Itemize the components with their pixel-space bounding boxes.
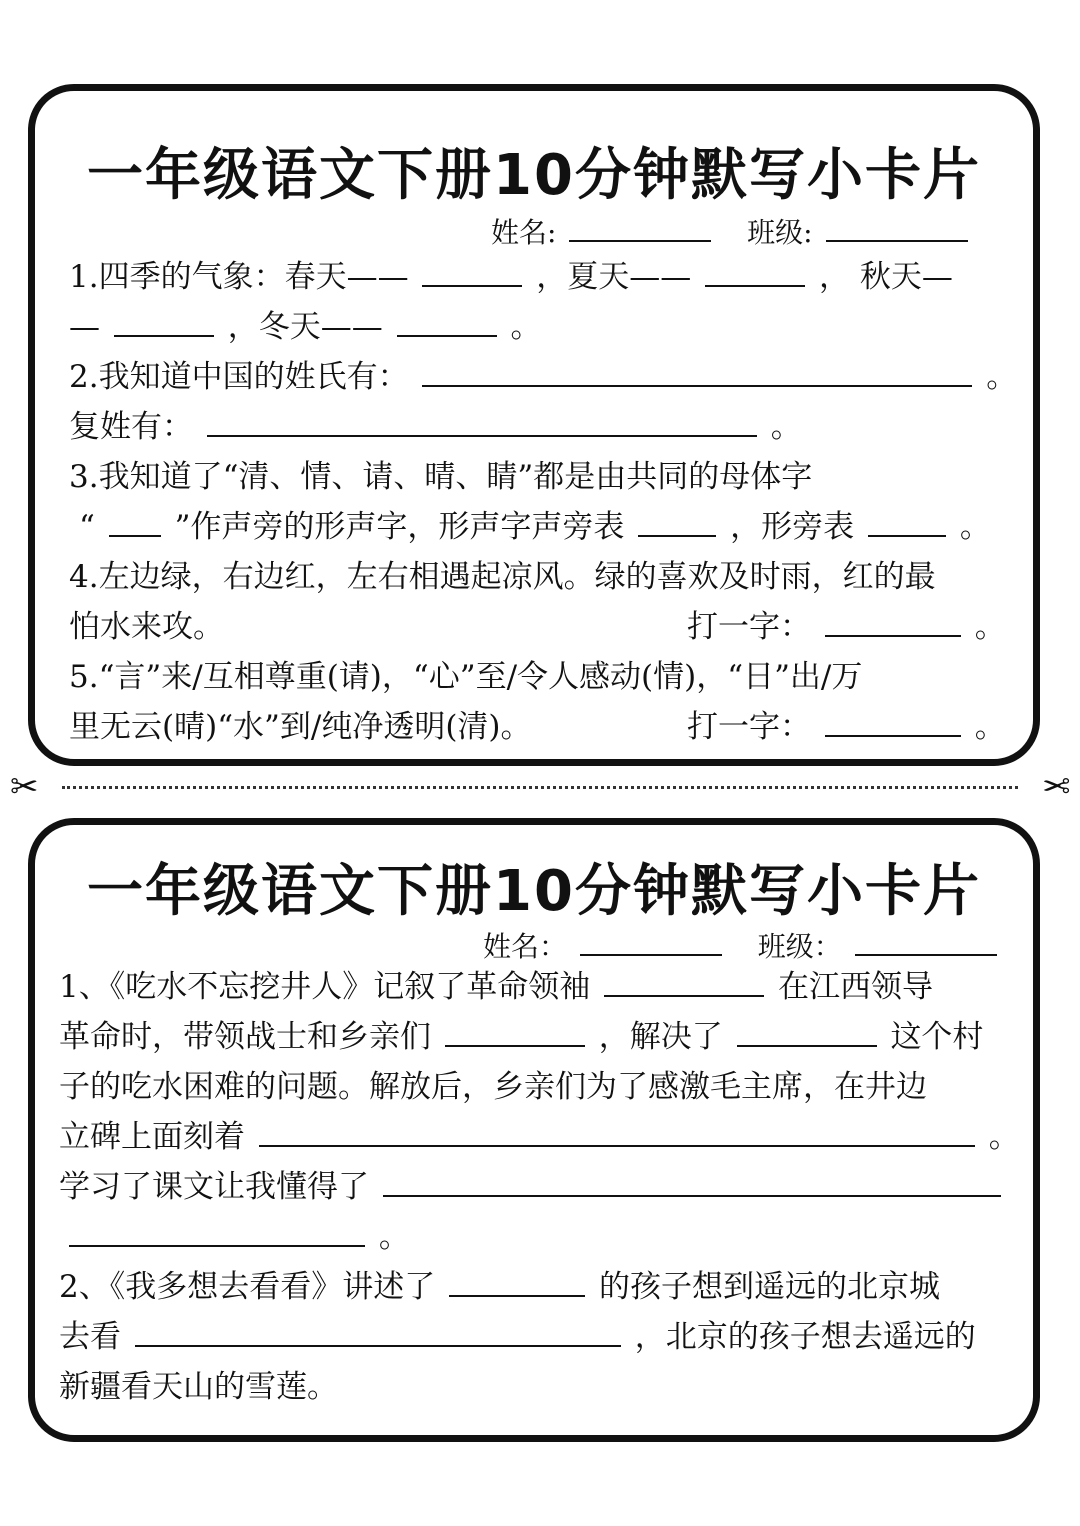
p1-blank-lesson-cont[interactable]	[69, 1217, 365, 1247]
question-2-line-2	[69, 407, 802, 447]
q3-text-intro: 3.我知道了“清、情、请、晴、睛”都是由共同的母体字	[69, 459, 813, 495]
q5-text-guess: 打一字：	[687, 709, 811, 745]
scissors-icon: ✂	[10, 767, 39, 807]
dotted-divider	[62, 786, 1018, 789]
q3-text-form: ，形旁表	[730, 509, 855, 545]
cut-line	[0, 767, 1080, 807]
q2-text-end2: 。	[770, 409, 802, 445]
q5-text-riddle: 5.“言”来/互相尊重(请)，“心”至/令人感动(情)，“日”出/万	[69, 659, 863, 695]
passage-2-line-1	[59, 1267, 940, 1307]
p2-text-beijing: 的孩子想到遥远的北京城	[598, 1269, 940, 1305]
passage-1-line-1	[59, 967, 933, 1007]
q2-blank-compound[interactable]	[207, 407, 757, 437]
p1-text-village: 这个村	[890, 1019, 984, 1055]
question-5-line-2	[69, 707, 532, 747]
name-class-row	[491, 211, 972, 251]
p2-blank-see[interactable]	[135, 1317, 621, 1347]
p1-blank-village[interactable]	[737, 1017, 877, 1047]
p1-text-monument: 立碑上面刻着	[59, 1119, 245, 1155]
p1-text-problem: 子的吃水困难的问题。解放后，乡亲们为了感激毛主席，在井边	[59, 1069, 927, 1105]
q5-text-end: 。	[974, 709, 1006, 745]
q2-blank-surnames[interactable]	[422, 357, 972, 387]
name-label: 姓名：	[483, 930, 568, 963]
q3-blank-form[interactable]	[868, 507, 946, 537]
p2-blank-place[interactable]	[449, 1267, 585, 1297]
q1-blank-spring[interactable]	[422, 257, 522, 287]
p1-text-solved: ，解决了	[598, 1019, 723, 1055]
name-class-row	[483, 925, 1001, 965]
question-4-line-2	[69, 607, 224, 647]
class-blank[interactable]	[826, 212, 968, 242]
q5-text-riddle-end: 里无云(晴)“水”到/纯净透明(清)。	[69, 709, 532, 745]
question-1-line-1	[69, 257, 953, 297]
question-3-line-1	[69, 457, 812, 497]
q3-blank-sound[interactable]	[638, 507, 716, 537]
question-4-answer	[687, 607, 1006, 647]
class-label: 班级:	[747, 216, 813, 249]
p2-text-story: 2、《我多想去看看》讲述了	[59, 1269, 436, 1305]
p1-blank-action[interactable]	[445, 1017, 585, 1047]
scissors-icon: ✂	[1041, 767, 1070, 807]
dictation-card-2	[28, 818, 1040, 1442]
q3-text-sound: ”作声旁的形声字，形声字声旁表	[174, 509, 625, 545]
q4-text-guess: 打一字：	[687, 609, 811, 645]
card-title: 一年级语文下册10分钟默写小卡片	[87, 143, 981, 208]
q1-text-dash: —	[69, 309, 100, 345]
p1-blank-inscription[interactable]	[259, 1117, 975, 1147]
q1-text-autumn: ， 秋天—	[819, 259, 953, 295]
p1-text-end: 。	[988, 1119, 1020, 1155]
passage-1-line-5	[59, 1167, 1005, 1207]
q2-text-surnames: 2.我知道中国的姓氏有：	[69, 359, 409, 395]
q1-blank-summer[interactable]	[705, 257, 805, 287]
name-blank[interactable]	[580, 926, 722, 956]
passage-1-line-2	[59, 1017, 983, 1057]
p1-text-end2: 。	[378, 1219, 410, 1255]
p1-text-learned: 学习了课文让我懂得了	[59, 1169, 369, 1205]
card-title: 一年级语文下册10分钟默写小卡片	[87, 859, 981, 924]
question-5-line-1	[69, 657, 862, 697]
passage-1-line-6	[65, 1217, 410, 1257]
question-1-line-2	[69, 307, 541, 347]
passage-1-line-3	[59, 1067, 927, 1107]
q4-text-riddle: 4.左边绿，右边红，左右相遇起凉风。绿的喜欢及时雨，红的最	[69, 559, 936, 595]
question-2-line-1	[69, 357, 1017, 397]
passage-1-line-4	[59, 1117, 1020, 1157]
dictation-card-1	[28, 84, 1040, 766]
passage-2-line-3	[59, 1367, 338, 1407]
name-blank[interactable]	[569, 212, 711, 242]
q4-text-end: 。	[974, 609, 1006, 645]
class-label: 班级：	[757, 930, 842, 963]
p1-blank-leader[interactable]	[604, 967, 764, 997]
q4-blank-answer[interactable]	[825, 607, 961, 637]
q3-text-end: 。	[959, 509, 991, 545]
question-5-answer	[687, 707, 1006, 747]
p2-text-xinjiang: 新疆看天山的雪莲。	[59, 1369, 338, 1405]
q4-text-riddle-end: 怕水来攻。	[69, 609, 224, 645]
p1-text-villagers: 革命时，带领战士和乡亲们	[59, 1019, 431, 1055]
q1-text-summer: ，夏天——	[536, 259, 692, 295]
passage-2-line-2	[59, 1317, 976, 1357]
question-4-line-1	[69, 557, 936, 597]
p2-text-beijing-kids: ，北京的孩子想去遥远的	[634, 1319, 976, 1355]
name-label: 姓名:	[491, 216, 557, 249]
q2-text-compound: 复姓有：	[69, 409, 193, 445]
question-3-line-2	[79, 507, 991, 547]
q1-text-winter: ，冬天——	[227, 309, 383, 345]
q1-blank-winter[interactable]	[397, 307, 497, 337]
q1-blank-autumn[interactable]	[114, 307, 214, 337]
class-blank[interactable]	[855, 926, 997, 956]
q5-blank-answer[interactable]	[825, 707, 961, 737]
q1-text-spring: 1.四季的气象：春天——	[69, 259, 409, 295]
q2-text-end: 。	[986, 359, 1018, 395]
q3-text-quote-open: “	[79, 509, 95, 545]
p1-text-jiangxi: 在江西领导	[777, 969, 933, 1005]
q1-text-end: 。	[510, 309, 542, 345]
q3-blank-base[interactable]	[109, 507, 161, 537]
p1-blank-lesson[interactable]	[383, 1167, 1001, 1197]
p2-text-see: 去看	[59, 1319, 121, 1355]
p1-text-leader: 1、《吃水不忘挖井人》记叙了革命领袖	[59, 969, 591, 1005]
